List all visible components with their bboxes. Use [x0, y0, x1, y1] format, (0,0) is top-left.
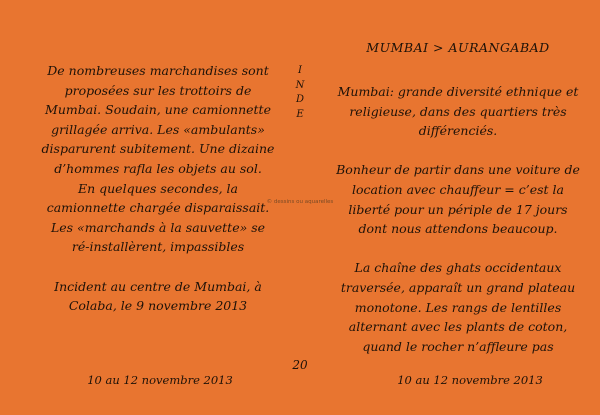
- vertical-letter: E: [296, 108, 304, 120]
- text-line: dont nous attendons beaucoup.: [358, 221, 558, 237]
- text-line: d’hommes rafla les objets au sol.: [54, 160, 262, 176]
- caption-line: Incident au centre de Mumbai, à: [54, 278, 262, 294]
- page-title: MUMBAI > AURANGABAD: [366, 40, 550, 55]
- text-line: alternant avec les plants de coton,: [348, 319, 568, 335]
- text-line: camionnette chargée disparaissait.: [46, 200, 270, 216]
- text-line: quand le rocher n’affleure pas: [362, 338, 554, 354]
- text-line: grillagée arriva. Les «ambulants»: [51, 121, 265, 137]
- vertical-letter: I: [298, 65, 302, 76]
- text-line: En quelques secondes, la: [77, 180, 239, 196]
- vertical-letter: N: [295, 79, 305, 91]
- vertical-title: [294, 64, 306, 122]
- text-line: De nombreuses marchandises sont: [47, 63, 269, 78]
- text-line: différenciés.: [418, 123, 498, 139]
- text-line: liberté pour un périple de 17 jours: [348, 201, 568, 217]
- text-line: Mumbai. Soudain, une camionnette: [45, 102, 271, 118]
- right-page-text: [330, 82, 586, 356]
- credit-text: © dessins ou aquarelles: [266, 199, 334, 205]
- page-number: 20: [292, 358, 308, 372]
- text-line: location avec chauffeur = c’est la: [352, 181, 564, 197]
- text-line: proposées sur les trottoirs de: [64, 82, 252, 98]
- vertical-letter: D: [295, 94, 305, 105]
- text-line: monotone. Les rangs de lentilles: [354, 299, 562, 315]
- right-date: 10 au 12 novembre 2013: [397, 373, 543, 387]
- text-line: disparurent subitement. Une dizaine: [41, 141, 275, 157]
- left-date: 10 au 12 novembre 2013: [87, 373, 233, 387]
- text-line: religieuse, dans des quartiers très: [349, 103, 567, 119]
- text-line: Les «marchands à la sauvette» se: [50, 219, 266, 235]
- left-page-text: [38, 61, 278, 316]
- text-line: La chaîne des ghats occidentaux: [354, 260, 562, 276]
- text-line: Bonheur de partir dans une voiture de: [336, 162, 580, 178]
- text-line: Mumbai: grande diversité ethnique et: [337, 84, 579, 99]
- text-line: ré-installèrent, impassibles: [71, 239, 245, 255]
- caption-line: Colaba, le 9 novembre 2013: [68, 298, 248, 314]
- text-line: traversée, apparaît un grand plateau: [340, 279, 576, 295]
